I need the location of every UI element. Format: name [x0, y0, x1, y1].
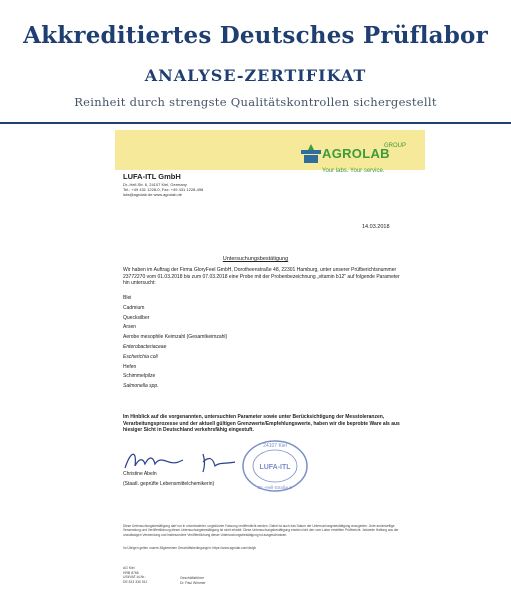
footer-line: HRB 8766 — [123, 570, 139, 575]
signer-name: Christine Abeln — [123, 471, 157, 477]
footer-line: Dr. Paul Wimmer — [180, 580, 206, 585]
stamp-bottom-text: Dr.-Hell-Straße 6 — [258, 485, 292, 490]
stamp-top-text: 24107 Kiel — [263, 443, 287, 449]
lab-name: LUFA-ITL GmbH — [123, 172, 181, 181]
footer-line: Geschäftsführer — [180, 576, 205, 580]
footer-line: USt/VAT-Id-Nr.: — [123, 575, 146, 580]
parameter-item: Blei — [123, 295, 132, 301]
fine-print: Diese Untersuchungsbestätigung darf nur in unveränderter, ungekürzter Fassung veröffentlicht werden. Dabei ist auch das Datum der Untersuchungsbestätigung anzugeben. Jede anderweitige Verwendung und Veröffentlichung dieser Untersuchungsbestätigung ist nicht erlaubt. Diese Untersuchungsbestätigung ersetzt nicht den vom Labor erstellten Prüfbericht. Jedwede Haftung aus der unzulässigen Verwendung und insbesondere Veröffentlichung dieser Untersuchungsbestätigung ist ausgeschlossen. — [123, 524, 399, 537]
official-stamp — [240, 438, 310, 494]
parameter-item: Salmonella spp. — [123, 383, 159, 390]
scanned-document — [0, 128, 511, 594]
agrolab-logo-icon — [300, 142, 322, 164]
tagline: Reinheit durch strengste Qualitätskontrollen sichergestellt — [74, 95, 437, 109]
signer-role: (Staatl. geprüfte Lebensmittelchemikerin) — [123, 481, 215, 487]
lab-address-line: Tel.: +49 431 1228-0, Fax: +49 431 1228-498 — [123, 187, 204, 192]
parameter-item: Cadmium — [123, 304, 145, 311]
parameter-item: Arsen — [123, 324, 137, 331]
parameter-item: Aerobe mesophile Keimzahl (Gesamtkeimzahl) — [123, 334, 228, 341]
parameter-item: Hefen — [123, 363, 137, 370]
intro-paragraph: Wir haben im Auftrag der Firma GloryFeel GmbH, Dorotheenstraße 48, 22301 Hamburg, unter unserer Prüfberichtsnummer 23772270 vom 01.03.2018 bis zum 07.03.2018 eine Probe mit der Probenbezeichnung „vitamin b12" auf folgende Parameter hin untersucht: — [123, 267, 400, 286]
lab-address-line: lufa@agrolab.de www.agrolab.de — [123, 192, 182, 197]
brand-group: GROUP — [384, 143, 407, 149]
terms-line: Im Übrigen gelten unsere Allgemeinen Geschäftsbedingungen: https://www.agrolab.com/de/gb — [123, 546, 257, 550]
page-title: Akkreditiertes Deutsches Prüflabor — [23, 22, 488, 49]
certificate-header — [0, 0, 511, 124]
footer-line: AG Kiel — [123, 566, 135, 570]
agrolab-logo — [300, 140, 420, 176]
parameter-item: Escherichia coli — [123, 353, 158, 360]
brand-slogan: Your labs. Your service. — [322, 168, 385, 174]
header-divider — [0, 122, 511, 124]
parameter-item: Enterobacteriaceae — [123, 343, 167, 350]
parameter-item: Schimmelpilze — [123, 373, 156, 380]
certificate-subtitle: ANALYSE-ZERTIFIKAT — [144, 66, 367, 85]
parameter-item: Quecksilber — [123, 314, 150, 321]
footer-line: DE 813 330 511 — [123, 579, 148, 584]
stamp-middle-text: LUFA-ITL — [259, 464, 291, 471]
brand-name: AGROLAB — [322, 146, 390, 161]
parameter-list — [123, 294, 227, 392]
document-date: 14.03.2018 — [362, 224, 390, 230]
lab-address — [123, 182, 283, 197]
conclusion-paragraph: Im Hinblick auf die vorgenannten, untersuchten Parameter sowie unter Berücksichtigung der Messtoleranzen, Verarbeitungsprozesse und der aktuell gültigen Grenzwerte/Empfehlungswerte, haben wir die beprobte Ware als aus hiesiger Sicht in Deutschland verkehrsfähig eingestuft. — [123, 414, 400, 433]
lab-address-line: Dr.-Hell-Str. 6, 24107 Kiel, Germany — [123, 182, 187, 187]
section-title: Untersuchungsbestätigung — [222, 256, 289, 262]
footer-management — [180, 576, 206, 585]
